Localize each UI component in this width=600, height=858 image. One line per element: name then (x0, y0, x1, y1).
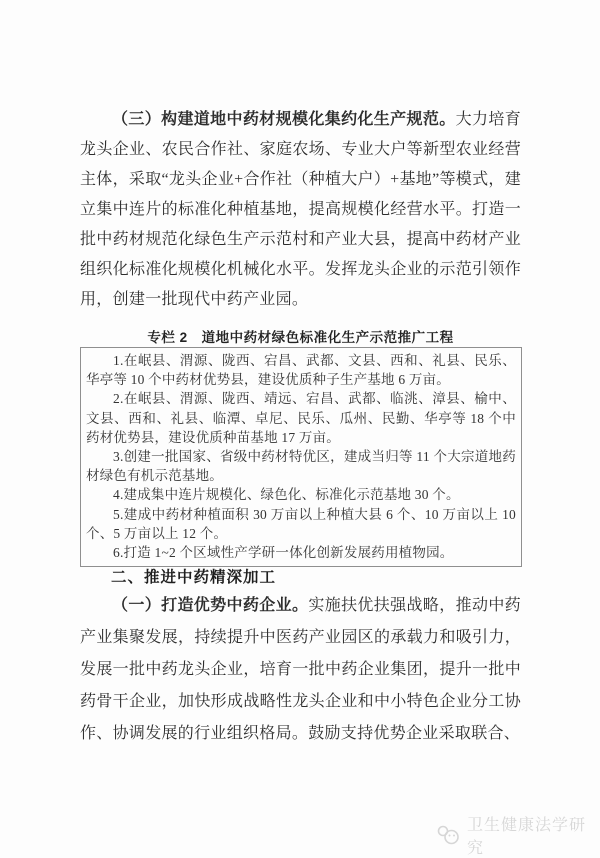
paragraph-regulation (80, 105, 521, 315)
watermark-text: 卫生健康法学研究 (467, 817, 587, 857)
paragraph-enterprises (80, 590, 521, 750)
box-item-1: 1.在岷县、渭源、陇西、宕昌、武都、文县、西和、礼县、民乐、华亭等 10 个中药材优势县，建设优质种子生产基地 6 万亩。 (86, 353, 516, 388)
paragraph-body: 大力培育龙头企业、农民合作社、家庭农场、专业大户等新型农业经营主体，采取“龙头企业+合作社（种植大户）+基地”等模式，建立集中连片的标准化种植基地，提高规模化经营水平。打造一批中药材规范化绿色生产示范村和产业大县，提高中药材产业组织化标准化规模化机械化水平。发挥龙头企业的示范引领作用，创建一批现代中药产业园。 (80, 111, 521, 308)
special-column-box (80, 347, 522, 567)
watermark-logo-icon (436, 824, 462, 846)
box-item-5: 5.建成中药材种植面积 30 万亩以上种植大县 6 个、10 万亩以上 10 个、5 万亩以上 12 个。 (86, 506, 516, 541)
section-heading: 二、推进中药精深加工 (111, 569, 277, 586)
box-item-6: 6.打造 1~2 个区域性产学研一体化创新发展药用植物园。 (113, 545, 454, 561)
box-item-4: 4.建成集中连片规模化、绿色化、标准化示范基地 30 个。 (113, 487, 460, 503)
paragraph-lead: （一）打造优势中药企业。 (112, 597, 309, 614)
box-item-2: 2.在岷县、渭源、陇西、靖远、宕昌、武都、临洮、漳县、榆中、文县、西和、礼县、临潭、卓尼、民乐、瓜州、民勤、华亭等 18 个中药材优势县，建设优质种苗基地 17 万亩。 (86, 391, 516, 445)
column-box-title: 专栏 2 道地中药材绿色标准化生产示范推广工程 (147, 330, 454, 345)
footer-watermark (436, 812, 600, 858)
paragraph-body: 实施扶优扶强战略，推动中药产业集聚发展，持续提升中医药产业园区的承载力和吸引力，发展一批中药龙头企业，培育一批中药企业集团，提升一批中药骨干企业，加快形成战略性龙头企业和中小特色企业分工协作、协调发展的行业组织格局。鼓励支持优势企业采取联合、 (80, 597, 521, 742)
box-item-3: 3.创建一批国家、省级中药材特优区，建成当归等 11 个大宗道地药材绿色有机示范基地。 (86, 449, 516, 484)
paragraph-lead: （三）构建道地中药材规模化集约化生产规范。 (112, 111, 456, 128)
